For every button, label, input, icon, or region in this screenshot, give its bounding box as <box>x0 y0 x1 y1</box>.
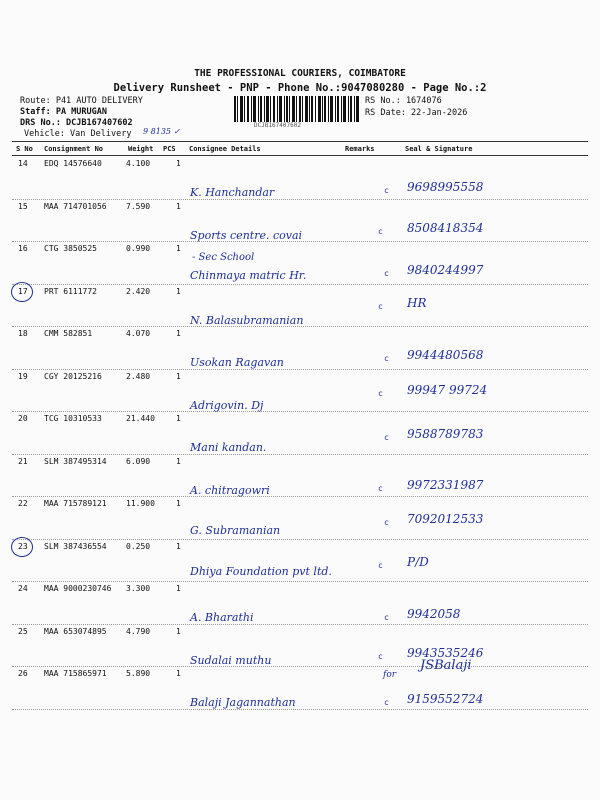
vehicle-handwritten: 9 8135 ✓ <box>143 127 181 136</box>
row-signature-handwritten: 9942058 <box>407 607 461 621</box>
barcode-label: DCJB167407602 <box>254 122 301 129</box>
row-consignment-no: CTG 3850525 <box>44 244 97 253</box>
row-remark-mark: c <box>378 560 383 570</box>
row-consignment-no: MAA 714701056 <box>44 201 107 211</box>
drs-number: DRS No.: DCJB167407602 <box>20 118 133 128</box>
handwritten-for: for <box>383 670 397 680</box>
row-weight: 0.990 <box>126 244 151 253</box>
row-pcs: 1 <box>176 159 181 168</box>
col-pcs: PCS <box>163 145 176 153</box>
row-consignment-no: CGY 20125216 <box>44 371 102 381</box>
row-circle-mark <box>11 537 33 557</box>
row-remark-mark: c <box>384 518 389 527</box>
row-consignment-no: MAA 9000230746 <box>44 584 112 593</box>
row-pcs: 1 <box>176 499 181 508</box>
row-weight: 11.900 <box>126 499 155 508</box>
row-pcs: 1 <box>176 201 181 211</box>
row-pcs: 1 <box>176 286 181 296</box>
row-sno: 22 <box>18 499 28 508</box>
row-consignment-no: TCG 10310533 <box>44 414 102 423</box>
row-sno: 15 <box>18 201 28 211</box>
row-sno: 16 <box>18 244 28 253</box>
row-weight: 4.100 <box>126 159 151 168</box>
table-row <box>12 326 588 370</box>
row-sno: 23 <box>18 541 28 551</box>
row-sno: 26 <box>18 669 28 678</box>
row-sno: 20 <box>18 414 28 423</box>
row-consignee-handwritten: A. Bharathi <box>190 611 254 624</box>
row-remark-mark: c <box>384 698 389 707</box>
row-consignee-handwritten: A. chitragowri <box>190 483 270 497</box>
runsheet-title: Delivery Runsheet - PNP - Phone No.:9047080280 - Page No.:2 <box>113 82 487 94</box>
row-consignment-no: MAA 653074895 <box>44 626 107 636</box>
row-weight: 5.890 <box>126 669 151 678</box>
table-row <box>12 496 588 540</box>
vehicle: Vehicle: Van Delivery <box>24 129 132 139</box>
row-consignment-no: EDQ 14576640 <box>44 159 102 168</box>
row-pcs: 1 <box>176 414 181 423</box>
table-row <box>12 454 588 498</box>
row-weight: 6.090 <box>126 456 151 466</box>
table-row <box>12 666 588 710</box>
table-row <box>12 241 588 285</box>
table-top-rule <box>12 141 588 142</box>
row-signature-handwritten: 9698995558 <box>407 180 484 194</box>
row-remark-mark: c <box>384 433 389 442</box>
row-weight: 2.420 <box>126 286 151 296</box>
table-row <box>12 369 588 413</box>
row-signature-handwritten: 9944480568 <box>407 348 484 362</box>
col-seal-signature: Seal & Signature <box>405 145 473 153</box>
row-consignee-handwritten: Dhiya Foundation pvt ltd. <box>190 564 332 578</box>
row-pcs: 1 <box>176 244 181 253</box>
row-consignee-handwritten: Sudalai muthu <box>190 653 272 667</box>
col-remarks: Remarks <box>345 145 375 153</box>
row-signature-handwritten: 7092012533 <box>407 512 484 526</box>
handwritten-note: - Sec School <box>192 252 255 263</box>
row-remark-mark: c <box>378 651 383 661</box>
row-consignee-handwritten: G. Subramanian <box>190 524 281 537</box>
table-row <box>12 156 588 200</box>
row-sno: 18 <box>18 329 28 338</box>
table-row <box>12 199 588 243</box>
table-row <box>12 539 588 583</box>
row-circle-mark <box>11 282 33 302</box>
row-consignee-handwritten: Balaji Jagannathan <box>190 696 296 709</box>
row-weight: 2.480 <box>126 371 151 381</box>
row-sno: 19 <box>18 371 28 381</box>
row-remark-mark: c <box>384 186 389 195</box>
row-consignment-no: SLM 387495314 <box>44 456 107 466</box>
col-sno: S No <box>16 145 33 153</box>
table-row <box>12 581 588 625</box>
row-weight: 21.440 <box>126 414 155 423</box>
row-remark-mark: c <box>378 301 383 311</box>
row-consignee-handwritten: N. Balasubramanian <box>190 313 304 327</box>
row-consignee-handwritten: K. Hanchandar <box>190 186 275 199</box>
row-consignment-no: MAA 715865971 <box>44 669 107 678</box>
row-consignee-handwritten: Adrigovin. Dj <box>190 398 264 412</box>
row-consignment-no: CMM 582851 <box>44 329 93 338</box>
row-sno: 21 <box>18 456 28 466</box>
row-signature-handwritten: 99947 99724 <box>407 382 488 397</box>
table-row <box>12 411 588 455</box>
row-consignee-handwritten: Usokan Ragavan <box>190 356 284 369</box>
row-pcs: 1 <box>176 329 181 338</box>
barcode <box>234 96 360 122</box>
rs-date: RS Date: 22-Jan-2026 <box>365 108 468 118</box>
row-consignee-handwritten: Sports centre. covai <box>190 228 303 242</box>
rs-number: RS No.: 1674076 <box>365 96 442 106</box>
row-sno: 25 <box>18 626 28 636</box>
row-consignment-no: PRT 6111772 <box>44 286 97 296</box>
row-consignee-handwritten: Chinmaya matric Hr. <box>190 269 307 282</box>
row-consignment-no: MAA 715789121 <box>44 499 107 508</box>
row-weight: 3.300 <box>126 584 151 593</box>
row-signature-handwritten: 9588789783 <box>407 427 484 441</box>
row-remark-mark: c <box>378 226 383 236</box>
row-pcs: 1 <box>176 541 181 551</box>
row-consignment-no: SLM 387436554 <box>44 541 107 551</box>
col-weight: Weight <box>128 145 154 153</box>
row-weight: 4.790 <box>126 626 151 636</box>
route: Route: P41 AUTO DELIVERY <box>20 96 143 106</box>
row-signature-handwritten: 9159552724 <box>407 692 484 706</box>
row-pcs: 1 <box>176 456 181 466</box>
row-remark-mark: c <box>378 388 383 398</box>
row-pcs: 1 <box>176 626 181 636</box>
row-signature-handwritten: 9840244997 <box>407 263 484 277</box>
company-title: THE PROFESSIONAL COURIERS, COIMBATORE <box>194 68 406 79</box>
row-weight: 4.070 <box>126 329 151 338</box>
row-consignee-handwritten: Mani kandan. <box>190 441 267 454</box>
row-weight: 0.250 <box>126 541 151 551</box>
row-weight: 7.590 <box>126 201 151 211</box>
row-sno: 24 <box>18 584 28 593</box>
row-signature-handwritten: 9943535246 <box>407 645 484 660</box>
row-signature-handwritten: 8508418354 <box>407 220 484 235</box>
row-pcs: 1 <box>176 371 181 381</box>
col-consignee: Consignee Details <box>189 145 261 153</box>
row-signature-handwritten: 9972331987 <box>407 477 484 492</box>
col-consignment: Consignment No <box>44 145 104 153</box>
table-row <box>12 624 588 668</box>
row-pcs: 1 <box>176 584 181 593</box>
row-remark-mark: c <box>384 354 389 363</box>
row-remark-mark: c <box>384 613 389 622</box>
row-sno: 17 <box>18 286 28 296</box>
staff: Staff: PA MURUGAN <box>20 107 107 117</box>
row-remark-mark: c <box>384 269 389 278</box>
row-remark-mark: c <box>378 483 383 493</box>
row-pcs: 1 <box>176 669 181 678</box>
row-sno: 14 <box>18 159 28 168</box>
row-signature-handwritten: P/D <box>407 554 429 569</box>
table-row <box>12 284 588 328</box>
handwritten-signature-name: JSBalaji <box>420 658 472 673</box>
row-signature-handwritten: HR <box>407 295 427 310</box>
